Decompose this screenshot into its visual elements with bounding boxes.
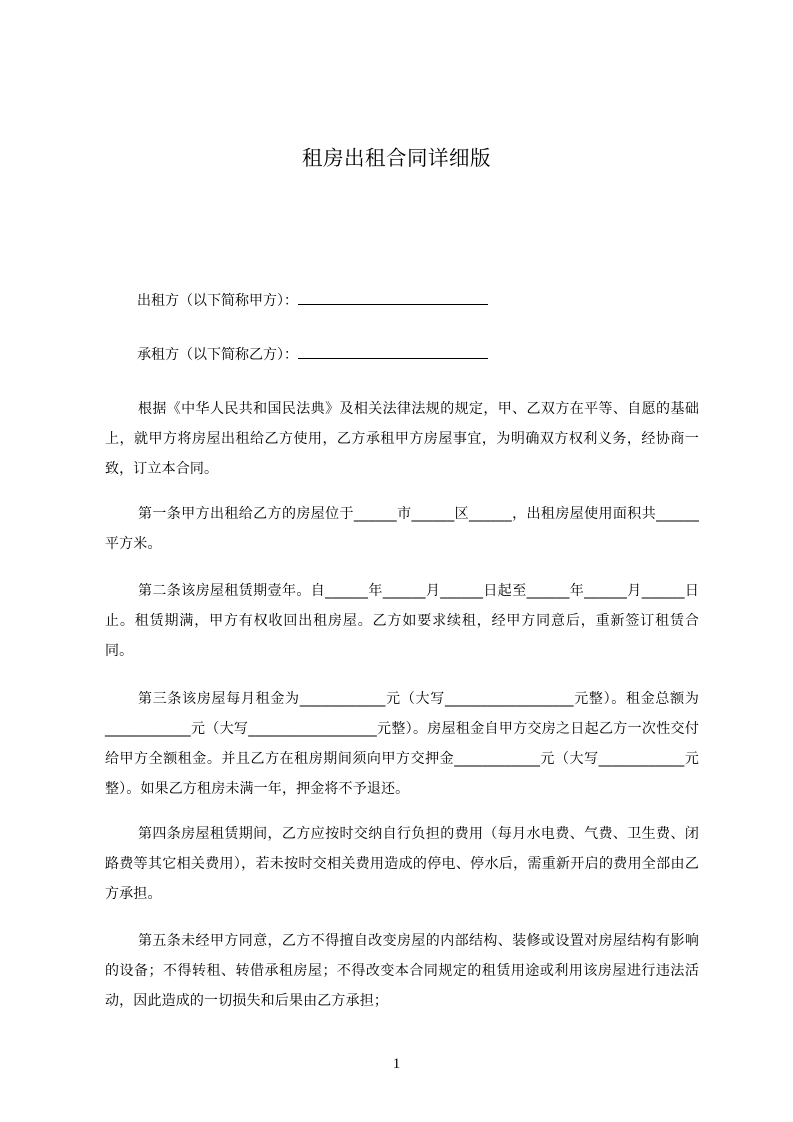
lessor-line	[137, 290, 488, 311]
lessee-line	[137, 344, 488, 365]
lessor-blank	[298, 290, 488, 305]
article-5-paragraph: 第五条未经甲方同意，乙方不得擅自改变房屋的内部结构、装修或设置对房屋结构有影响的设备；不得转租、转借承租房屋；不得改变本合同规定的租赁用途或利用该房屋进行违法活动，因此造成的一切损失和后果由乙方承担；	[105, 933, 699, 1009]
lessee-label: 承租方（以下简称乙方）：	[137, 347, 298, 363]
page-number: 1	[392, 1056, 401, 1072]
article-1-paragraph: 第一条甲方出租给乙方的房屋位于______市______区______，出租房屋使用面积共______平方米。	[105, 506, 699, 552]
article-3-paragraph: 第三条该房屋每月租金为____________元（大写__________________元整）。租金总额为____________元（大写__________________元整）。房屋租金自甲方交房之日起乙方一次性交付给甲方全额租金。并且乙方在租房期间须向甲方交押金____________元（大写____________元整）。如果乙方租房未满一年，押金将不予退还。	[105, 691, 699, 797]
lessor-label: 出租方（以下简称甲方）：	[137, 293, 298, 309]
document-title: 租房出租合同详细版	[302, 146, 491, 170]
lessee-blank	[298, 344, 488, 359]
article-2-paragraph: 第二条该房屋租赁期壹年。自______年______月______日起至______年______月______日止。租赁期满，甲方有权收回出租房屋。乙方如要求续租，经甲方同意后，重新签订租赁合同。	[105, 583, 699, 659]
preamble-paragraph: 根据《中华人民共和国民法典》及相关法律法规的规定，甲、乙双方在平等、自愿的基础上，就甲方将房屋出租给乙方使用，乙方承租甲方房屋事宜，为明确双方权利义务，经协商一致，订立本合同。	[105, 401, 699, 477]
article-4-paragraph: 第四条房屋租赁期间，乙方应按时交纳自行负担的费用（每月水电费、气费、卫生费、闭路费等其它相关费用），若未按时交相关费用造成的停电、停水后，需重新开启的费用全部由乙方承担。	[105, 826, 699, 902]
